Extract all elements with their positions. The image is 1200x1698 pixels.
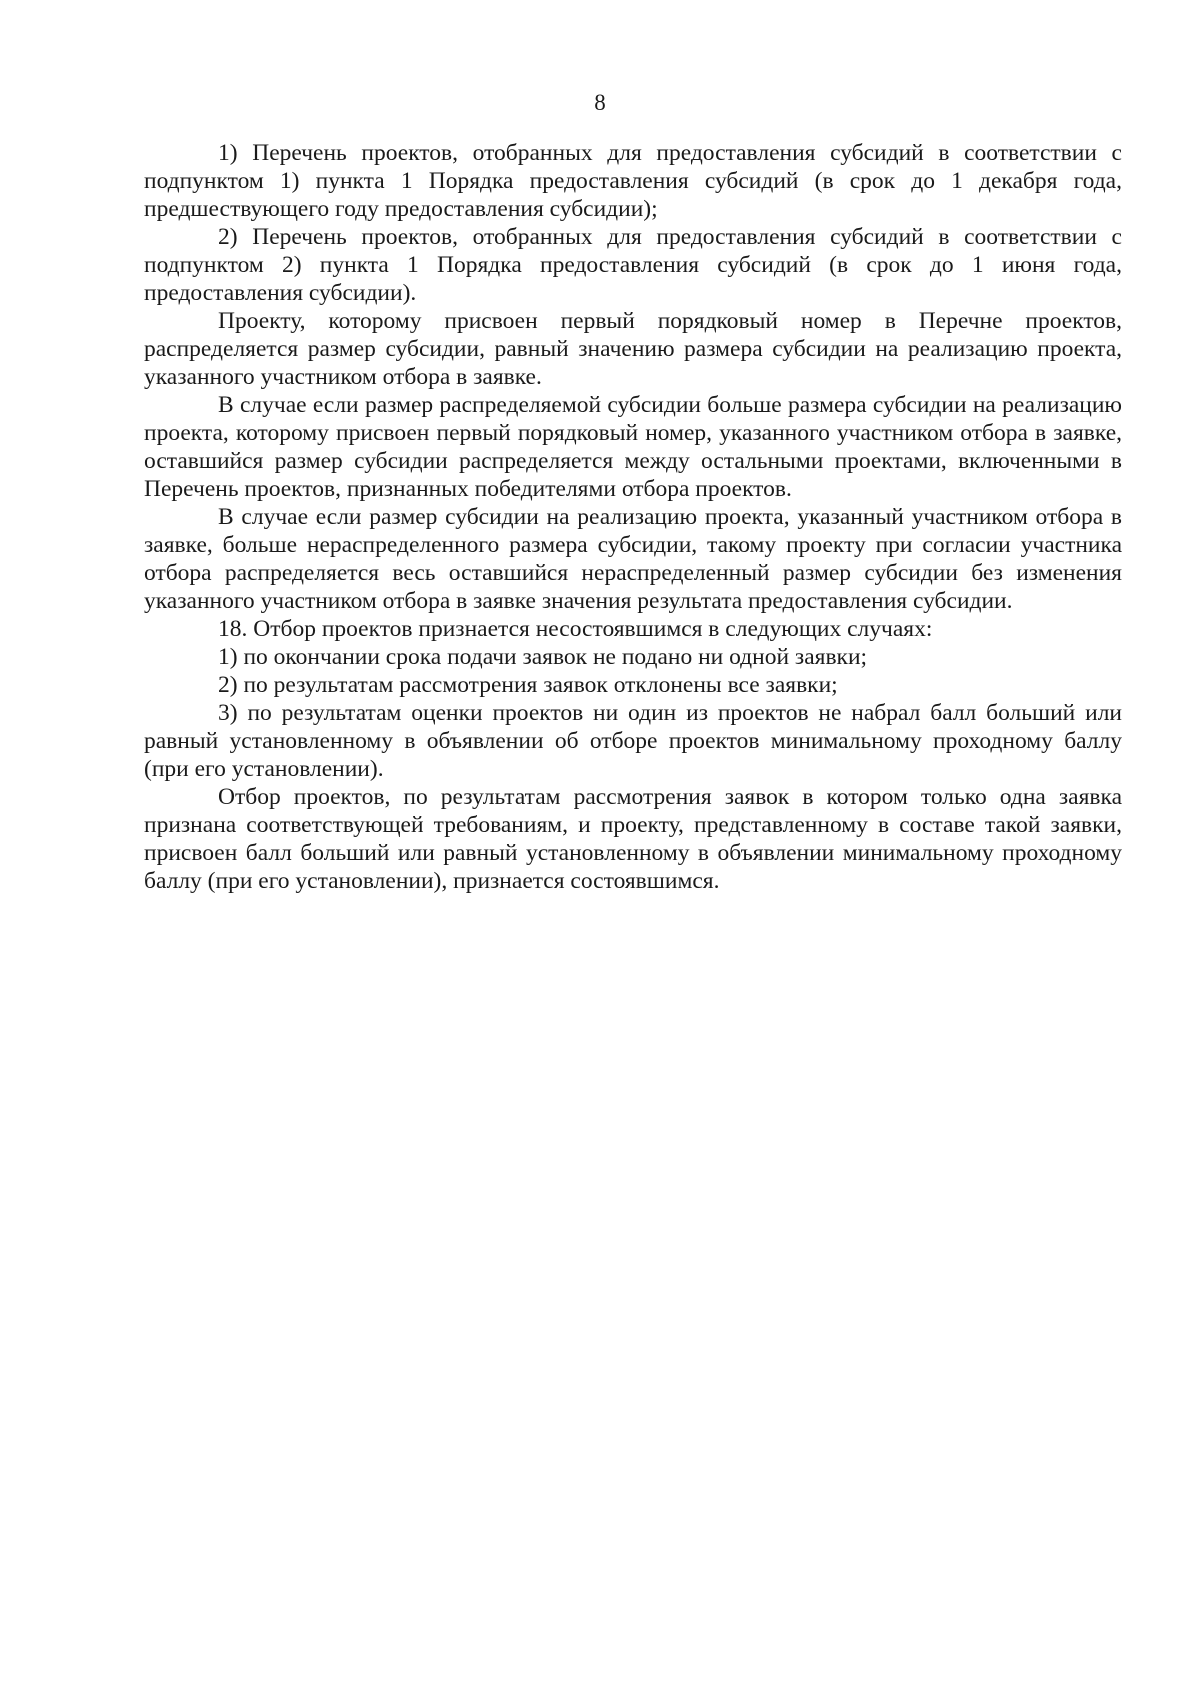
paragraph-list-item-1: 1) Перечень проектов, отобранных для предоставления субсидий в соответствии с подпунктом 1) пункта 1 Порядка предоставления субсидий (в срок до 1 декабря года, предшествующего году предоставления субсидии); — [144, 140, 1122, 222]
paragraph-case-3: 3) по результатам оценки проектов ни один из проектов не набрал балл больший или равный установленному в объявлении об отборе проектов минимальному проходному баллу (при его установлении). — [144, 700, 1122, 782]
paragraph-clause-18: 18. Отбор проектов признается несостоявшимся в следующих случаях: — [218, 616, 933, 642]
paragraph-single-application: Отбор проектов, по результатам рассмотрения заявок в котором только одна заявка признана соответствующей требованиям, и проекту, представленному в составе такой заявки, присвоен балл больший или равный установленному в объявлении минимальному проходному баллу (при его установлении), признается состоявшимся. — [144, 784, 1122, 894]
paragraph-case-1: 1) по окончании срока подачи заявок не подано ни одной заявки; — [218, 644, 868, 670]
paragraph-case-2: 2) по результатам рассмотрения заявок отклонены все заявки; — [218, 672, 838, 698]
document-body — [144, 139, 1122, 895]
paragraph-list-item-2: 2) Перечень проектов, отобранных для предоставления субсидий в соответствии с подпунктом 2) пункта 1 Порядка предоставления субсидий (в срок до 1 июня года, предоставления субсидии). — [144, 224, 1122, 306]
paragraph-first-project: Проекту, которому присвоен первый порядковый номер в Перечне проектов, распределяется размер субсидии, равный значению размера субсидии на реализацию проекта, указанного участником отбора в заявке. — [144, 308, 1122, 390]
page-number: 8 — [594, 90, 606, 115]
paragraph-remaining-subsidy: В случае если размер распределяемой субсидии больше размера субсидии на реализацию проекта, которому присвоен первый порядковый номер, указанного участником отбора в заявке, оставшийся размер субсидии распределяется между остальными проектами, включенными в Перечень проектов, признанных победителями отбора проектов. — [144, 392, 1122, 502]
paragraph-undistributed-subsidy: В случае если размер субсидии на реализацию проекта, указанный участником отбора в заявке, больше нераспределенного размера субсидии, такому проекту при согласии участника отбора распределяется весь оставшийся нераспределенный размер субсидии без изменения указанного участником отбора в заявке значения результата предоставления субсидии. — [144, 504, 1122, 614]
